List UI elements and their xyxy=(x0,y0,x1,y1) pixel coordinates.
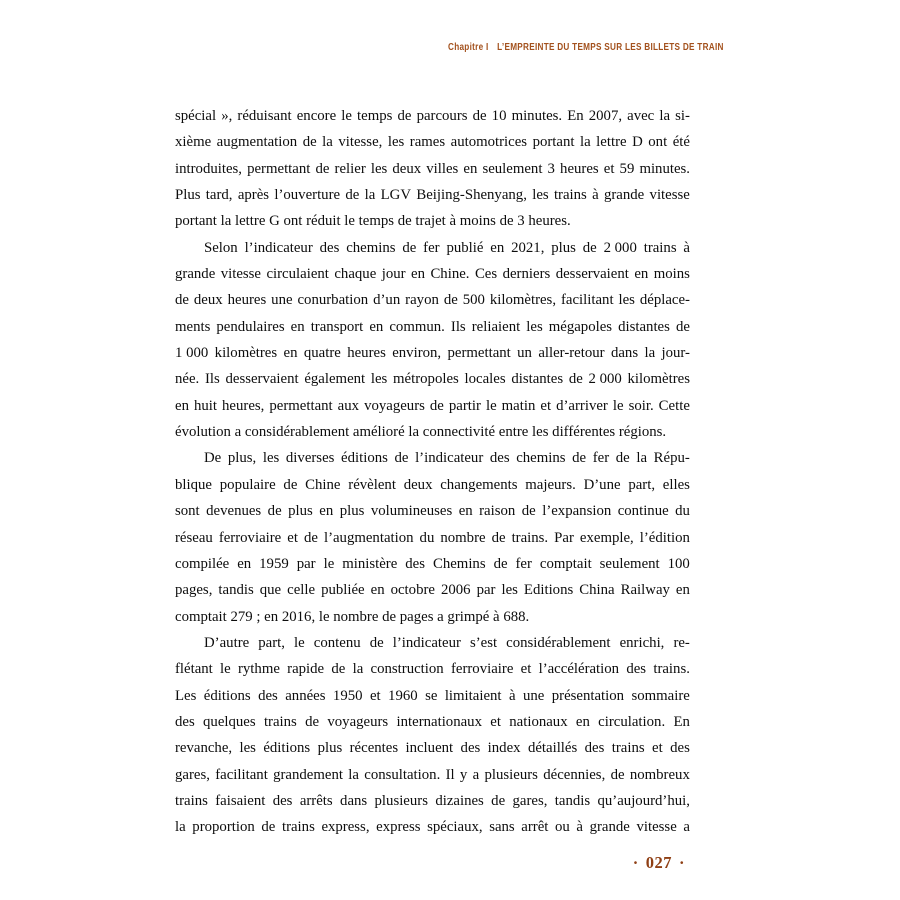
body-text xyxy=(175,103,690,841)
text-line: comptait 279 ; en 2016, le nombre de pages a grimpé à 688. xyxy=(175,608,530,625)
text-line: 1 000 kilomètres en quatre heures environ, permettant un aller-retour dans la jour- xyxy=(175,345,690,362)
running-header xyxy=(448,41,724,53)
chapter-label: Chapitre I xyxy=(448,41,489,53)
text-line: réseau ferroviaire et de l’augmentation du nombre de trains. Par exemple, l’édition xyxy=(175,529,690,546)
text-line: de deux heures une conurbation d’un rayon de 500 kilomètres, facilitant les déplace- xyxy=(175,292,690,309)
text-line: sont devenues de plus en plus volumineuses en raison de l’expansion continue du xyxy=(175,503,690,520)
page-number-dot-left: · xyxy=(632,853,639,872)
text-line: ments pendulaires en transport en commun. Ils reliaient les mégapoles distantes de xyxy=(175,318,690,335)
text-line: évolution a considérablement amélioré la connectivité entre les différentes régions. xyxy=(175,424,667,441)
text-line: flétant le rythme rapide de la construction ferroviaire et l’accélération des trains. xyxy=(175,661,690,678)
text-line: spécial », réduisant encore le temps de parcours de 10 minutes. En 2007, avec la si- xyxy=(175,108,690,124)
text-line: portant la lettre G ont réduit le temps de trajet à moins de 3 heures. xyxy=(175,213,571,230)
page-number-dot-right: · xyxy=(678,853,685,872)
text-line: gares, facilitant grandement la consultation. Il y a plusieurs décennies, de nombreux xyxy=(175,766,690,783)
text-line: née. Ils desservaient également les métropoles locales distantes de 2 000 kilomètres xyxy=(175,371,690,388)
text-line: trains faisaient des arrêts dans plusieurs dizaines de gares, tandis qu’aujourd’hui, xyxy=(175,792,690,809)
text-line: des quelques trains de voyageurs internationaux et nationaux en circulation. En xyxy=(175,713,690,730)
text-line: grande vitesse circulaient chaque jour en Chine. Ces derniers desservaient en moins xyxy=(175,266,690,283)
page-number-value: 027 xyxy=(645,853,672,872)
text-line: pages, tandis que celle publiée en octobre 2006 par les Editions China Railway en xyxy=(175,582,690,599)
text-line: compilée en 1959 par le ministère des Chemins de fer comptait seulement 100 xyxy=(175,555,690,572)
text-line: la proportion de trains express, express spéciaux, sans arrêt ou à grande vitesse a xyxy=(175,819,690,836)
chapter-title: L’EMPREINTE DU TEMPS SUR LES BILLETS DE TRAIN xyxy=(497,41,724,53)
text-line: Les éditions des années 1950 et 1960 se limitaient à une présentation sommaire xyxy=(175,687,690,704)
text-line: Plus tard, après l’ouverture de la LGV Beijing-Shenyang, les trains à grande vitesse xyxy=(175,187,690,204)
text-line: blique populaire de Chine révèlent deux changements majeurs. D’une part, elles xyxy=(175,476,690,493)
text-line: xième augmentation de la vitesse, les rames automotrices portant la lettre D ont été xyxy=(175,134,690,151)
text-line: D’autre part, le contenu de l’indicateur s’est considérablement enrichi, re- xyxy=(204,634,690,651)
text-line: revanche, les éditions plus récentes incluent des index détaillés des trains et des xyxy=(175,740,690,757)
text-line: introduites, permettant de relier les deux villes en seulement 3 heures et 59 minutes. xyxy=(175,160,690,177)
text-line: en huit heures, permettant aux voyageurs de partir le matin et d’arriver le soir. Cette xyxy=(175,397,690,414)
page-number xyxy=(175,853,685,873)
text-line: Selon l’indicateur des chemins de fer publié en 2021, plus de 2 000 trains à xyxy=(204,239,690,256)
text-line: De plus, les diverses éditions de l’indicateur des chemins de fer de la Répu- xyxy=(204,450,690,467)
